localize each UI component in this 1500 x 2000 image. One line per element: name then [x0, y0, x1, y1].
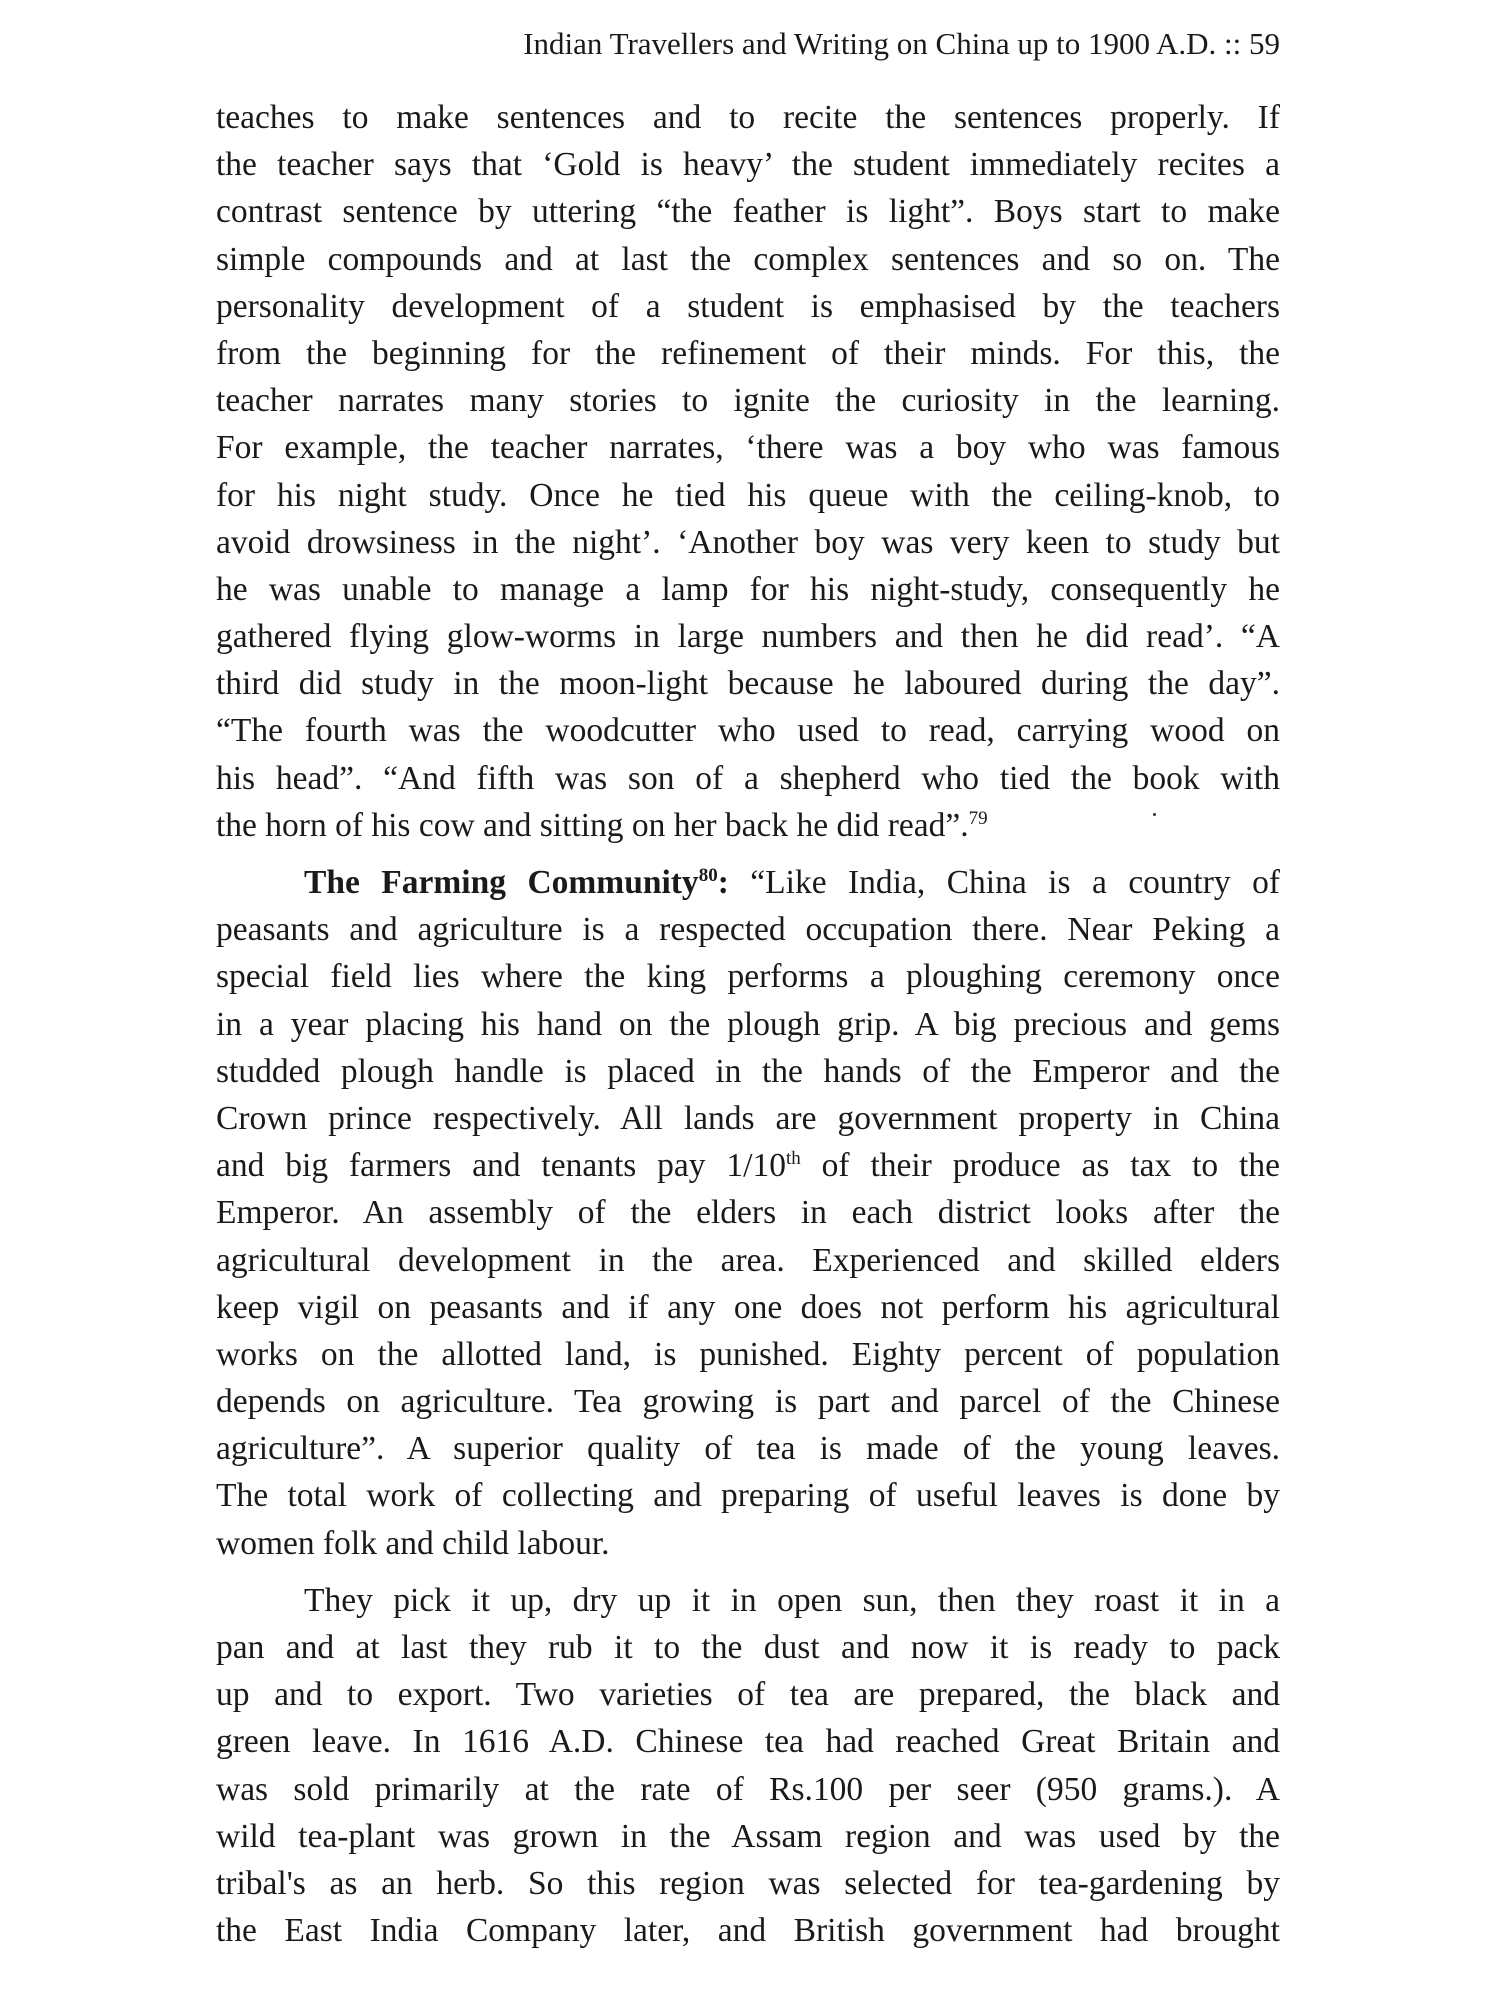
ordinal-superscript: th [785, 1148, 801, 1170]
text-line-last [216, 802, 1280, 849]
footnote-ref-79: 79 [968, 807, 988, 829]
text-line: from the beginning for the refinement of their minds. For this, the [216, 334, 1280, 372]
text-line: works on the allotted land, is punished. Eighty percent of population [216, 1335, 1280, 1373]
text-line-content: “Like India, China is a country of [728, 864, 1281, 901]
text-line: up and to export. Two varieties of tea are prepared, the black and [216, 1676, 1280, 1714]
text-line: was sold primarily at the rate of Rs.100 per seer (950 grams.). A [216, 1770, 1280, 1808]
text-line: personality development of a student is emphasised by the teachers [216, 287, 1280, 325]
text-line-tax [216, 1142, 1280, 1189]
text-line: he was unable to manage a lamp for his night-study, consequently he [216, 570, 1280, 608]
text-line: pan and at last they rub it to the dust and now it is ready to pack [216, 1629, 1280, 1666]
text-line: teaches to make sentences and to recite the sentences properly. If [216, 99, 1280, 136]
heading-colon: : [717, 864, 729, 901]
paragraph-farming-community [216, 859, 1280, 1567]
text-line: contrast sentence by uttering “the feather is light”. Boys start to make [216, 193, 1280, 231]
text-line: avoid drowsiness in the night’. ‘Another boy was very keen to study but [216, 523, 1280, 561]
text-line: in a year placing his hand on the plough grip. A big precious and gems [216, 1005, 1280, 1043]
text-line-content: of their produce as tax to the [800, 1147, 1280, 1185]
text-line-indented [216, 1577, 1280, 1624]
paragraph-tea [216, 1577, 1280, 1955]
text-line: third did study in the moon-light because he laboured during the day”. [216, 665, 1280, 703]
text-line: his head”. “And fifth was son of a shepherd who tied the book with [216, 759, 1280, 797]
text-line: green leave. In 1616 A.D. Chinese tea had reached Great Britain and [216, 1723, 1280, 1761]
text-line: for his night study. Once he tied his queue with the ceiling-knob, to [216, 476, 1280, 514]
print-speck [1153, 813, 1156, 816]
text-line: gathered flying glow-worms in large numbers and then he did read’. “A [216, 618, 1280, 656]
text-line: teacher narrates many stories to ignite the curiosity in the learning. [216, 382, 1280, 420]
text-line: studded plough handle is placed in the hands of the Emperor and the [216, 1052, 1280, 1090]
text-line-content: the horn of his cow and sitting on her back he did read”. [216, 806, 969, 844]
text-line: peasants and agriculture is a respected occupation there. Near Peking a [216, 911, 1280, 949]
text-line-content: and big farmers and tenants pay 1/10 [216, 1147, 786, 1185]
footnote-ref-80: 80 [698, 865, 718, 886]
text-line: Crown prince respectively. All lands are government property in China [216, 1099, 1280, 1137]
text-line: tribal's as an herb. So this region was selected for tea-gardening by [216, 1864, 1280, 1902]
text-line: wild tea-plant was grown in the Assam region and was used by the [216, 1817, 1280, 1855]
section-heading: The Farming Community [304, 864, 699, 901]
text-line: keep vigil on peasants and if any one does not perform his agricultural [216, 1288, 1280, 1326]
text-line-heading [216, 859, 1280, 906]
running-header: Indian Travellers and Writing on China up to 1900 A.D. :: 59 [523, 26, 1280, 61]
text-line: The total work of collecting and preparing of useful leaves is done by [216, 1477, 1280, 1515]
text-line: the teacher says that ‘Gold is heavy’ the student immediately recites a [216, 146, 1280, 184]
text-line: special field lies where the king performs a ploughing ceremony once [216, 958, 1280, 996]
text-line: depends on agriculture. Tea growing is part and parcel of the Chinese [216, 1383, 1280, 1421]
text-line: agricultural development in the area. Experienced and skilled elders [216, 1241, 1280, 1279]
body-text [216, 94, 1280, 1954]
text-line: Emperor. An assembly of the elders in each district looks after the [216, 1194, 1280, 1232]
text-line: simple compounds and at last the complex sentences and so on. The [216, 240, 1280, 278]
text-line-content: They pick it up, dry up it in open sun, then they roast it in a [304, 1581, 1280, 1619]
text-line: the East India Company later, and British government had brought [216, 1912, 1280, 1950]
paragraph-1 [216, 94, 1280, 849]
text-line: For example, the teacher narrates, ‘there was a boy who was famous [216, 429, 1280, 467]
text-line-last: women folk and child labour. [216, 1524, 610, 1562]
text-line: agriculture”. A superior quality of tea is made of the young leaves. [216, 1430, 1280, 1468]
text-line: “The fourth was the woodcutter who used to read, carrying wood on [216, 712, 1280, 750]
